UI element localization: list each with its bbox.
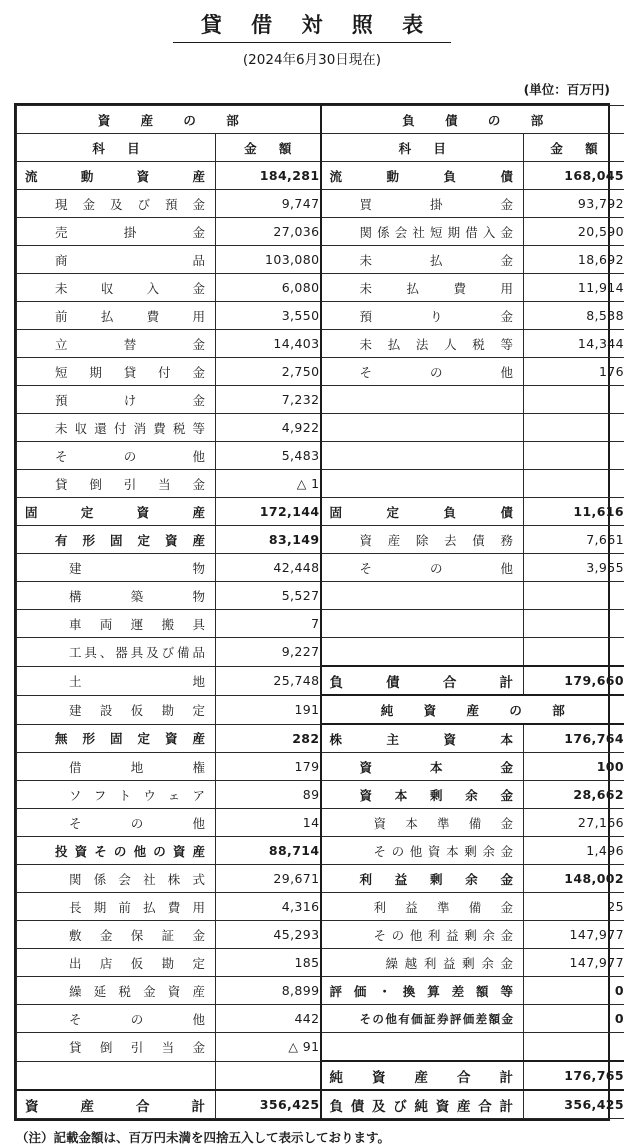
account-label: 貸倒引当金 bbox=[55, 475, 205, 493]
liability-amount-cell: 18,692 bbox=[524, 246, 624, 274]
asset-amount-cell: 29,671 bbox=[216, 865, 321, 893]
asset-amount-cell: 442 bbox=[216, 1005, 321, 1033]
account-label: 関係会社株式 bbox=[69, 870, 205, 888]
account-label: 未払金 bbox=[360, 251, 514, 269]
account-label: 関係会社短期借入金 bbox=[360, 223, 514, 241]
table-row bbox=[17, 949, 624, 977]
liability-amount-cell bbox=[524, 470, 624, 498]
table-row bbox=[17, 274, 624, 302]
account-label: 株主資本 bbox=[330, 730, 514, 748]
account-label: 資産除去債務 bbox=[360, 531, 514, 549]
liability-amount-cell: 7,661 bbox=[524, 526, 624, 554]
assets-amount-column-header: 金 額 bbox=[216, 134, 321, 162]
account-label: 繰延税金資産 bbox=[69, 982, 205, 1000]
account-label: その他有価証券評価差額金 bbox=[360, 1011, 514, 1027]
account-label: 評価・換算差額等 bbox=[330, 982, 514, 1000]
unit-note: (単位：百万円) bbox=[0, 80, 624, 98]
account-label: 敷金保証金 bbox=[69, 926, 205, 944]
table-row bbox=[17, 695, 624, 724]
asset-label-cell bbox=[17, 246, 216, 274]
account-label: その他 bbox=[69, 1010, 205, 1028]
account-label: 前払費用 bbox=[55, 307, 205, 325]
asset-amount-cell: 3,550 bbox=[216, 302, 321, 330]
liability-amount-cell: 148,002 bbox=[524, 865, 624, 893]
liability-amount-cell: 3,955 bbox=[524, 554, 624, 582]
liability-label-cell bbox=[321, 949, 524, 977]
liability-label-cell bbox=[321, 190, 524, 218]
account-label: 預り金 bbox=[360, 307, 514, 325]
account-label: 商品 bbox=[55, 251, 205, 269]
account-label: 土地 bbox=[69, 672, 205, 690]
asset-amount-cell: 42,448 bbox=[216, 554, 321, 582]
liability-label-cell bbox=[321, 610, 524, 638]
liability-label-cell bbox=[321, 893, 524, 921]
asset-amount-cell: 83,149 bbox=[216, 526, 321, 554]
table-row bbox=[17, 358, 624, 386]
table-row bbox=[17, 190, 624, 218]
liabilities-total-row bbox=[321, 666, 524, 695]
account-label: その他 bbox=[55, 447, 205, 465]
asset-label-cell bbox=[17, 753, 216, 781]
section-band-row bbox=[17, 106, 624, 134]
account-label: 繰越利益剰余金 bbox=[386, 954, 514, 972]
liability-amount-cell: 27,166 bbox=[524, 809, 624, 837]
account-label: 立替金 bbox=[55, 335, 205, 353]
asset-amount-cell bbox=[216, 1061, 321, 1090]
liability-amount-cell: 14,344 bbox=[524, 330, 624, 358]
table-row bbox=[17, 386, 624, 414]
liability-label-cell bbox=[321, 386, 524, 414]
asset-amount-cell: 9,227 bbox=[216, 638, 321, 667]
account-label: その他利益剰余金 bbox=[374, 926, 514, 944]
liability-label-cell bbox=[321, 1033, 524, 1062]
asset-label-cell bbox=[17, 386, 216, 414]
asset-amount-cell: 8,899 bbox=[216, 977, 321, 1005]
asset-label-cell bbox=[17, 442, 216, 470]
liability-label-cell bbox=[321, 526, 524, 554]
asset-label-cell bbox=[17, 1061, 216, 1090]
asset-label-cell bbox=[17, 837, 216, 865]
liability-label-cell bbox=[321, 724, 524, 753]
footnote: （注）記載金額は、百万円未満を四捨五入して表示しております。 bbox=[16, 1128, 624, 1146]
page-title: 貸 借 対 照 表 bbox=[0, 0, 624, 39]
asset-amount-cell: 7,232 bbox=[216, 386, 321, 414]
column-header-row bbox=[17, 134, 624, 162]
account-label: 現金及び預金 bbox=[55, 195, 205, 213]
asset-label-cell bbox=[17, 330, 216, 358]
asset-label-cell bbox=[17, 638, 216, 667]
liability-amount-cell bbox=[524, 638, 624, 667]
asset-label-cell bbox=[17, 809, 216, 837]
asset-label-cell bbox=[17, 218, 216, 246]
liability-amount-cell bbox=[524, 610, 624, 638]
asset-amount-cell: 25,748 bbox=[216, 666, 321, 695]
asset-amount-cell: 6,080 bbox=[216, 274, 321, 302]
account-label: 資本剰余金 bbox=[360, 786, 514, 804]
account-label: 建設仮勘定 bbox=[69, 701, 205, 719]
asset-label-cell bbox=[17, 893, 216, 921]
asset-label-cell bbox=[17, 724, 216, 753]
asset-label-cell bbox=[17, 666, 216, 695]
account-label: 貸倒引当金 bbox=[69, 1038, 205, 1056]
liability-label-cell bbox=[321, 246, 524, 274]
title-underline bbox=[173, 42, 451, 43]
net-assets-section-band: 純 資 産 の 部 bbox=[321, 695, 624, 724]
table-row bbox=[17, 302, 624, 330]
liability-amount-cell bbox=[524, 442, 624, 470]
account-label: 建物 bbox=[69, 559, 205, 577]
total-amount: 176,765 bbox=[524, 1061, 624, 1090]
asset-label-cell bbox=[17, 1033, 216, 1062]
asset-amount-cell: 7 bbox=[216, 610, 321, 638]
total-amount: 179,660 bbox=[524, 666, 624, 695]
asset-amount-cell: 5,483 bbox=[216, 442, 321, 470]
net-assets-total-row bbox=[321, 1061, 524, 1090]
asset-amount-cell: 45,293 bbox=[216, 921, 321, 949]
liability-amount-cell: 100 bbox=[524, 753, 624, 781]
account-label: 無形固定資産 bbox=[55, 729, 205, 747]
asset-label-cell bbox=[17, 554, 216, 582]
table-row bbox=[17, 638, 624, 667]
liability-amount-cell: 0 bbox=[524, 977, 624, 1005]
assets-total-label-cell bbox=[17, 1090, 216, 1119]
liability-amount-cell: 168,045 bbox=[524, 162, 624, 190]
asset-label-cell bbox=[17, 610, 216, 638]
table-row bbox=[17, 414, 624, 442]
asset-label-cell bbox=[17, 582, 216, 610]
liability-amount-cell: 11,914 bbox=[524, 274, 624, 302]
liabilities-net-assets-total-amount: 356,425 bbox=[524, 1090, 624, 1119]
assets-account-column-header: 科 目 bbox=[17, 134, 216, 162]
asset-amount-cell: 89 bbox=[216, 781, 321, 809]
liability-label-cell bbox=[321, 330, 524, 358]
asset-amount-cell: 88,714 bbox=[216, 837, 321, 865]
asset-label-cell bbox=[17, 162, 216, 190]
account-label: 利益剰余金 bbox=[360, 870, 514, 888]
liability-label-cell bbox=[321, 498, 524, 526]
liability-label-cell bbox=[321, 302, 524, 330]
assets-total-label: 資 産 合 計 bbox=[25, 1095, 205, 1115]
table-row bbox=[17, 246, 624, 274]
total-label: 負 債 合 計 bbox=[330, 671, 514, 691]
liability-amount-cell bbox=[524, 386, 624, 414]
liabilities-amount-column-header: 金 額 bbox=[524, 134, 624, 162]
grand-total-row bbox=[17, 1090, 624, 1119]
table-row bbox=[17, 162, 624, 190]
account-label: その他資本剰余金 bbox=[374, 842, 514, 860]
account-label: 短期貸付金 bbox=[55, 363, 205, 381]
asset-amount-cell: △ 1 bbox=[216, 470, 321, 498]
account-label: 預け金 bbox=[55, 391, 205, 409]
table-row bbox=[17, 921, 624, 949]
liability-label-cell bbox=[321, 1005, 524, 1033]
liability-amount-cell: 0 bbox=[524, 1005, 624, 1033]
liability-label-cell bbox=[321, 414, 524, 442]
account-label: 借地権 bbox=[69, 758, 205, 776]
asset-amount-cell: 2,750 bbox=[216, 358, 321, 386]
liability-amount-cell bbox=[524, 414, 624, 442]
asset-label-cell bbox=[17, 414, 216, 442]
liability-label-cell bbox=[321, 442, 524, 470]
asset-label-cell bbox=[17, 781, 216, 809]
table-row bbox=[17, 724, 624, 753]
liabilities-net-assets-total-label: 負債及び純資産合計 bbox=[330, 1095, 514, 1115]
table-row bbox=[17, 1061, 624, 1090]
table-row bbox=[17, 582, 624, 610]
asset-amount-cell: 14 bbox=[216, 809, 321, 837]
table-row bbox=[17, 218, 624, 246]
liability-amount-cell: 8,538 bbox=[524, 302, 624, 330]
liability-label-cell bbox=[321, 977, 524, 1005]
account-label: 未収入金 bbox=[55, 279, 205, 297]
table-row bbox=[17, 837, 624, 865]
asset-amount-cell: 172,144 bbox=[216, 498, 321, 526]
liability-amount-cell: 28,662 bbox=[524, 781, 624, 809]
asset-label-cell bbox=[17, 470, 216, 498]
account-label: 車両運搬具 bbox=[69, 615, 205, 633]
table-row bbox=[17, 526, 624, 554]
assets-total-amount: 356,425 bbox=[216, 1090, 321, 1119]
account-label: 売掛金 bbox=[55, 223, 205, 241]
liability-label-cell bbox=[321, 865, 524, 893]
liability-label-cell bbox=[321, 837, 524, 865]
liabilities-net-assets-total-label-cell bbox=[321, 1090, 524, 1119]
asset-label-cell bbox=[17, 949, 216, 977]
account-label: 流動資産 bbox=[25, 167, 205, 185]
liability-amount-cell bbox=[524, 582, 624, 610]
table-row bbox=[17, 781, 624, 809]
asset-label-cell bbox=[17, 358, 216, 386]
account-label: その他 bbox=[360, 559, 514, 577]
account-label: 流動負債 bbox=[330, 167, 514, 185]
asset-label-cell bbox=[17, 695, 216, 724]
liability-label-cell bbox=[321, 274, 524, 302]
liability-amount-cell: 147,977 bbox=[524, 949, 624, 977]
asset-amount-cell: 27,036 bbox=[216, 218, 321, 246]
asset-amount-cell: 282 bbox=[216, 724, 321, 753]
asset-amount-cell: 185 bbox=[216, 949, 321, 977]
liability-amount-cell: 147,977 bbox=[524, 921, 624, 949]
liability-label-cell bbox=[321, 470, 524, 498]
account-label: ソフトウェア bbox=[69, 786, 205, 804]
liability-label-cell bbox=[321, 753, 524, 781]
table-row bbox=[17, 470, 624, 498]
asset-label-cell bbox=[17, 190, 216, 218]
account-label: 未払費用 bbox=[360, 279, 514, 297]
liability-amount-cell bbox=[524, 1033, 624, 1062]
asset-label-cell bbox=[17, 865, 216, 893]
liability-amount-cell: 25 bbox=[524, 893, 624, 921]
account-label: 買掛金 bbox=[360, 195, 514, 213]
account-label: 長期前払費用 bbox=[69, 898, 205, 916]
table-row bbox=[17, 753, 624, 781]
liability-label-cell bbox=[321, 554, 524, 582]
account-label: 構築物 bbox=[69, 587, 205, 605]
asset-amount-cell: 5,527 bbox=[216, 582, 321, 610]
table-row bbox=[17, 809, 624, 837]
liability-amount-cell: 1,496 bbox=[524, 837, 624, 865]
account-label: 未収還付消費税等 bbox=[55, 419, 205, 437]
asset-amount-cell: 179 bbox=[216, 753, 321, 781]
account-label: 有形固定資産 bbox=[55, 531, 205, 549]
account-label: 未払法人税等 bbox=[360, 335, 514, 353]
liability-amount-cell: 176 bbox=[524, 358, 624, 386]
account-label: 出店仮勘定 bbox=[69, 954, 205, 972]
table-row bbox=[17, 865, 624, 893]
balance-sheet-table-wrapper bbox=[14, 103, 610, 1121]
document-date: (2024年6月30日現在) bbox=[0, 48, 624, 68]
table-row bbox=[17, 610, 624, 638]
asset-label-cell bbox=[17, 1005, 216, 1033]
table-row bbox=[17, 1005, 624, 1033]
total-label: 純 資 産 合 計 bbox=[330, 1066, 514, 1086]
account-label: 資本金 bbox=[360, 758, 514, 776]
account-label: 固定資産 bbox=[25, 503, 205, 521]
account-label: 利益準備金 bbox=[374, 898, 514, 916]
account-label: 投資その他の資産 bbox=[55, 842, 205, 860]
table-row bbox=[17, 442, 624, 470]
asset-amount-cell: 14,403 bbox=[216, 330, 321, 358]
liability-label-cell bbox=[321, 218, 524, 246]
asset-amount-cell: 191 bbox=[216, 695, 321, 724]
table-row bbox=[17, 666, 624, 695]
table-row bbox=[17, 554, 624, 582]
liability-amount-cell: 11,616 bbox=[524, 498, 624, 526]
account-label: その他 bbox=[360, 363, 514, 381]
liabilities-account-column-header: 科 目 bbox=[321, 134, 524, 162]
liability-label-cell bbox=[321, 358, 524, 386]
asset-label-cell bbox=[17, 302, 216, 330]
liability-label-cell bbox=[321, 921, 524, 949]
account-label: 資本準備金 bbox=[374, 814, 514, 832]
table-row bbox=[17, 330, 624, 358]
asset-label-cell bbox=[17, 498, 216, 526]
asset-label-cell bbox=[17, 526, 216, 554]
asset-amount-cell: △ 91 bbox=[216, 1033, 321, 1062]
table-row bbox=[17, 893, 624, 921]
balance-sheet-table bbox=[16, 105, 624, 1119]
account-label: 工具、器具及び備品 bbox=[69, 643, 205, 661]
liability-label-cell bbox=[321, 809, 524, 837]
table-row bbox=[17, 1033, 624, 1062]
table-row bbox=[17, 977, 624, 1005]
asset-label-cell bbox=[17, 921, 216, 949]
asset-amount-cell: 184,281 bbox=[216, 162, 321, 190]
table-row bbox=[17, 498, 624, 526]
account-label: その他 bbox=[69, 814, 205, 832]
assets-section-band: 資 産 の 部 bbox=[17, 106, 321, 134]
asset-label-cell bbox=[17, 274, 216, 302]
account-label: 固定負債 bbox=[330, 503, 514, 521]
liability-label-cell bbox=[321, 582, 524, 610]
liability-amount-cell: 20,590 bbox=[524, 218, 624, 246]
liability-label-cell bbox=[321, 638, 524, 667]
asset-label-cell bbox=[17, 977, 216, 1005]
liability-label-cell bbox=[321, 162, 524, 190]
asset-amount-cell: 9,747 bbox=[216, 190, 321, 218]
asset-amount-cell: 4,922 bbox=[216, 414, 321, 442]
asset-amount-cell: 4,316 bbox=[216, 893, 321, 921]
asset-amount-cell: 103,080 bbox=[216, 246, 321, 274]
liabilities-section-band: 負 債 の 部 bbox=[321, 106, 624, 134]
liability-label-cell bbox=[321, 781, 524, 809]
liability-amount-cell: 93,792 bbox=[524, 190, 624, 218]
liability-amount-cell: 176,764 bbox=[524, 724, 624, 753]
